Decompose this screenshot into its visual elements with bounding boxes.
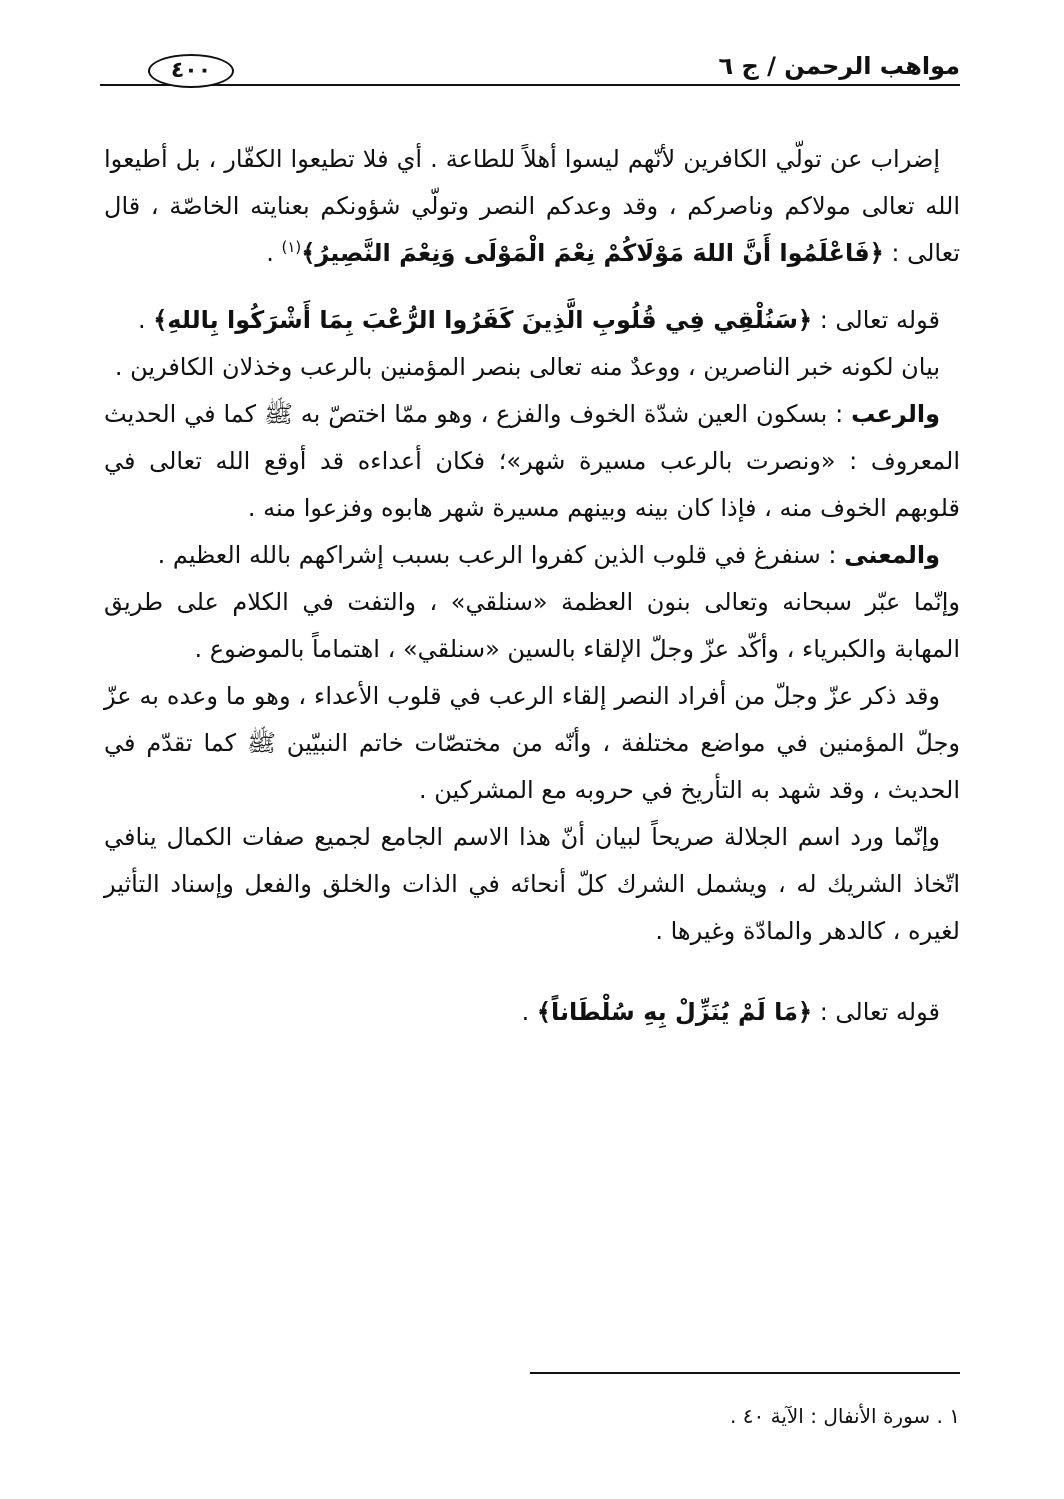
paragraph-1 (104, 136, 960, 277)
quran-verse-3: ﴿مَا لَمْ يُنَزِّلْ بِهِ سُلْطَاناً﴾ (536, 998, 813, 1026)
book-title: مواهب الرحمن / ج ٦ (718, 52, 960, 80)
verse-heading-2-intro: قوله تعالى : (812, 998, 940, 1026)
paragraph-5 (104, 532, 960, 579)
quran-verse-2: ﴿سَنُلْقِي فِي قُلُوبِ الَّذِينَ كَفَرُوا الرُّعْبَ بِمَا أَشْرَكُوا بِاللهِ﴾ (153, 306, 813, 334)
footnote-divider (530, 1372, 960, 1374)
paragraph-4-text: : بسكون العين شدّة الخوف والفزع ، وهو ممّا اختصّ به ﷺ كما في الحديث المعروف : «ونصرت بالرعب مسيرة شهر»؛ فكان أعداءه قد أوقع الله تعالى في قلوبهم الخوف منه ، فإذا كان بينه وبينهم مسيرة شهر هابوه وفزعوا منه . (104, 400, 960, 522)
paragraph-7: وقد ذكر عزّ وجلّ من أفراد النصر إلقاء الرعب في قلوب الأعداء ، وهو ما وعده به عزّ وجلّ المؤمنين في مواضع مختلفة ، وأنّه من مختصّات خاتم النبيّين ﷺ كما تقدّم في الحديث ، وقد شهد به التأريخ في حروبه مع المشركين . (104, 682, 960, 804)
page-header (100, 40, 960, 90)
paragraph-8: وإنّما ورد اسم الجلالة صريحاً لبيان أنّ هذا الاسم الجامع لجميع صفات الكمال ينافي اتّخاذ الشريك له ، ويشمل الشرك كلّ أنحائه في الذات والخلق والفعل وإسناد التأثير لغيره ، كالدهر والمادّة وغيرها . (104, 823, 960, 945)
verse-heading-1-intro: قوله تعالى : (812, 306, 940, 334)
footnote-marker: (١) (281, 238, 302, 256)
paragraph-3: بيان لكونه خبر الناصرين ، ووعدٌ منه تعالى بنصر المؤمنين بالرعب وخذلان الكافرين . (114, 353, 940, 381)
verse-heading-1 (104, 297, 960, 344)
paragraph-1-text: إضراب عن تولّي الكافرين لأنّهم ليسوا أهلاً للطاعة . أي فلا تطيعوا الكفّار ، بل أطيعوا الله تعالى مولاكم وناصركم ، وقد وعدكم النصر وتولّي شؤونكم بعنايته الخاصّة ، قال تعالى : (104, 145, 960, 267)
paragraph-4 (104, 391, 960, 532)
term-al-mana: والمعنى (844, 541, 940, 569)
footnote-1: ١ . سورة الأنفال : الآية ٤٠ . (730, 1404, 960, 1428)
header-divider (100, 84, 960, 86)
page-body (104, 136, 960, 1036)
paragraph-1-end: . (266, 239, 282, 267)
quran-verse-1: ﴿فَاعْلَمُوا أَنَّ اللهَ مَوْلَاكُمْ نِعْمَ الْمَوْلَى وَنِعْمَ النَّصِيرُ﴾ (301, 239, 884, 267)
paragraph-5-text: : سنفرغ في قلوب الذين كفروا الرعب بسبب إشراكهم بالله العظيم . (157, 541, 845, 569)
page-number: ٤٠٠ (148, 54, 234, 88)
verse-heading-2 (104, 989, 960, 1036)
paragraph-6: وإنّما عبّر سبحانه وتعالى بنون العظمة «سنلقي» ، والتفت في الكلام على طريق المهابة والكبرياء ، وأكّد عزّ وجلّ الإلقاء بالسين «سنلقي» ، اهتماماً بالموضوع . (104, 588, 960, 663)
verse-heading-2-end: . (521, 998, 537, 1026)
verse-heading-1-end: . (137, 306, 154, 334)
term-al-ruab: والرعب (851, 400, 940, 428)
